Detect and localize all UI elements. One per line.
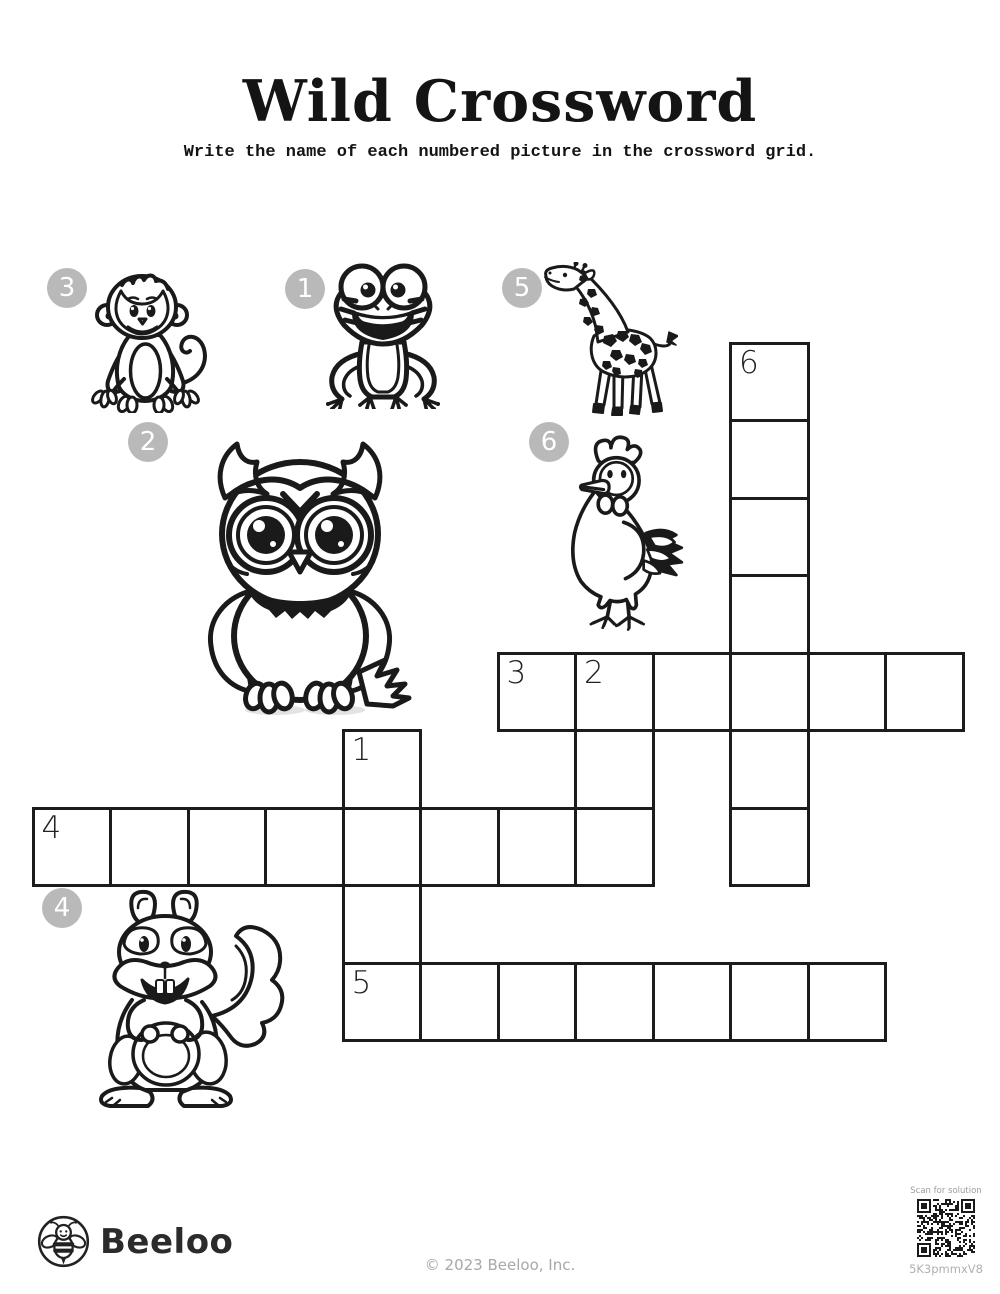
picture-number-badge — [502, 268, 542, 308]
grid-cell[interactable] — [884, 652, 965, 733]
brand-wordmark: Beeloo — [100, 1222, 234, 1262]
copyright-text: © 2023 Beeloo, Inc. — [424, 1256, 576, 1274]
grid-cell[interactable] — [652, 652, 733, 733]
grid-cell-number: 1 — [351, 732, 372, 768]
grid-cell[interactable] — [574, 962, 655, 1043]
grid-cell[interactable] — [652, 962, 733, 1043]
grid-cell[interactable] — [729, 419, 810, 500]
picture-chicken — [527, 420, 697, 648]
grid-cell[interactable] — [497, 962, 578, 1043]
grid-cell-number: 3 — [506, 654, 527, 691]
picture-monkey — [45, 260, 215, 415]
frog-illustration — [322, 263, 444, 409]
giraffe-illustration — [538, 262, 678, 420]
grid-cell-number: 4 — [41, 809, 62, 846]
qr-scan-label: Scan for solution — [910, 1186, 982, 1196]
badge-number: 3 — [58, 273, 76, 303]
badge-number: 5 — [513, 273, 531, 303]
qr-solution-code: 5K3pmmxV8 — [909, 1262, 983, 1276]
grid-cell[interactable] — [807, 652, 888, 733]
picture-number-badge — [285, 269, 325, 309]
grid-cell[interactable] — [729, 807, 810, 888]
grid-cell[interactable] — [497, 652, 578, 733]
picture-giraffe — [500, 260, 680, 420]
grid-cell[interactable] — [419, 807, 500, 888]
badge-number: 1 — [296, 274, 314, 304]
grid-cell[interactable] — [729, 652, 810, 733]
grid-cell-number: 6 — [739, 344, 759, 381]
monkey-illustration — [78, 263, 213, 413]
grid-cell[interactable] — [807, 962, 888, 1043]
grid-cell[interactable] — [729, 497, 810, 578]
picture-number-badge — [128, 422, 168, 462]
grid-cell-number: 5 — [351, 964, 372, 1001]
grid-cell[interactable] — [574, 729, 655, 810]
squirrel-illustration — [62, 888, 297, 1116]
grid-cell[interactable] — [32, 807, 113, 888]
chicken-illustration — [540, 425, 690, 645]
grid-cell[interactable] — [342, 729, 423, 810]
grid-cell[interactable] — [574, 652, 655, 733]
grid-cell[interactable] — [729, 962, 810, 1043]
grid-cell[interactable] — [574, 807, 655, 888]
grid-cell[interactable] — [109, 807, 190, 888]
grid-cell[interactable] — [264, 807, 345, 888]
page-instructions: Write the name of each numbered picture in the crossword grid. — [183, 143, 817, 162]
grid-cell[interactable] — [419, 962, 500, 1043]
grid-cell[interactable] — [342, 962, 423, 1043]
grid-cell[interactable] — [342, 884, 423, 965]
picture-owl — [126, 420, 444, 722]
grid-cell[interactable] — [729, 342, 810, 423]
badge-number: 2 — [139, 427, 157, 457]
grid-cell[interactable] — [342, 807, 423, 888]
owl-illustration — [163, 432, 441, 720]
grid-cell[interactable] — [187, 807, 268, 888]
grid-cell[interactable] — [497, 807, 578, 888]
page-title: Wild Crossword — [242, 68, 758, 135]
grid-cell-number: 2 — [584, 654, 604, 691]
badge-number: 6 — [540, 427, 558, 457]
picture-frog — [283, 260, 448, 412]
picture-squirrel — [40, 886, 298, 1118]
badge-number: 4 — [53, 893, 71, 923]
grid-cell[interactable] — [729, 729, 810, 810]
grid-cell[interactable] — [729, 574, 810, 655]
